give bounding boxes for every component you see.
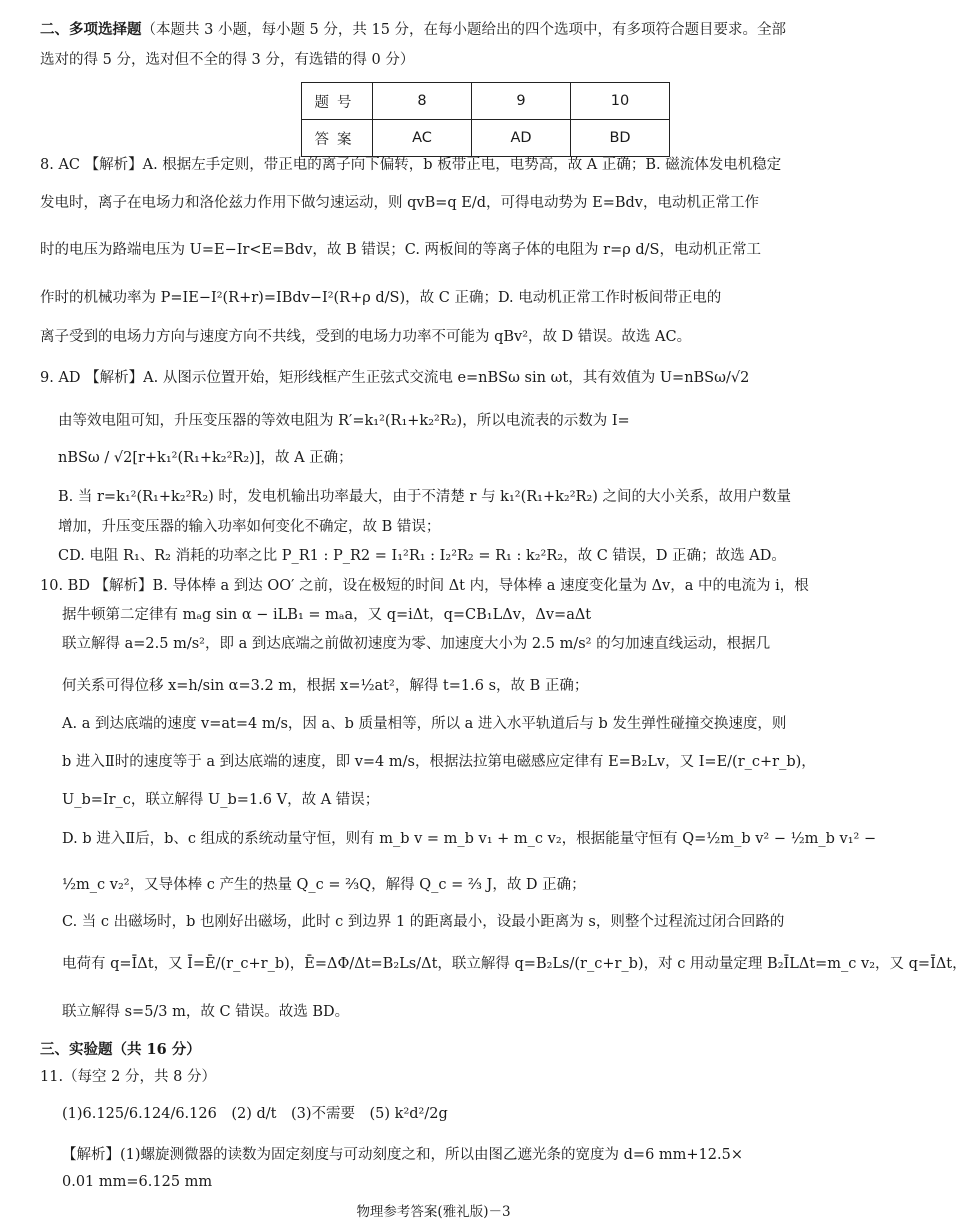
q10-line: ½m_c v₂²，又导体棒 c 产生的热量 Q_c = ⅔Q，解得 Q_c = ⅔ J，故 D 正确； — [62, 877, 586, 893]
q11-analysis-line: 【解析】(1)螺旋测微器的读数为固定刻度与可动刻度之和，所以由图乙遮光条的宽度为 d=6 mm+12.5× — [62, 1147, 743, 1163]
q11-answers: (1)6.125/6.124/6.126 (2) d/t (3)不需要 (5) k²d²/2g — [62, 1106, 448, 1122]
q8-line: 时的电压为路端电压为 U=E−Ir<E=Bdv，故 B 错误；C. 两板间的等离子体的电阻为 r=ρ d/S，电动机正常工 — [40, 242, 761, 258]
q11-header: 11.（每空 2 分，共 8 分） — [40, 1069, 216, 1085]
section2-title: 二、多项选择题 — [40, 21, 142, 38]
q8-line: 8. AC 【解析】A. 根据左手定则，带正电的离子向下偏转，b 板带正电，电势高，故 A 正确；B. 磁流体发电机稳定 — [40, 157, 782, 173]
q8-line: 作时的机械功率为 P=IE−I²(R+r)=IBdv−I²(R+ρ d/S)，故 C 正确；D. 电动机正常工作时板间带正电的 — [40, 290, 722, 306]
q10-line: A. a 到达底端的速度 v=at=4 m/s，因 a、b 质量相等，所以 a 进入水平轨道后与 b 发生弹性碰撞交换速度，则 — [62, 716, 787, 732]
answer-cell: AC — [373, 120, 472, 157]
q10-line: U_b=Ir_c，联立解得 U_b=1.6 V，故 A 错误； — [62, 792, 380, 808]
answer-cell: BD — [571, 120, 670, 157]
q9-line: 增加，升压变压器的输入功率如何变化不确定，故 B 错误； — [58, 519, 441, 535]
section2-intro-2: 选对的得 5 分，选对但不全的得 3 分，有选错的得 0 分） — [40, 52, 415, 68]
q10-line: 联立解得 s=5/3 m，故 C 错误。故选 BD。 — [62, 1004, 350, 1020]
answer-cell: AD — [472, 120, 571, 157]
q10-line: 何关系可得位移 x=h/sin α=3.2 m，根据 x=½at²，解得 t=1.6 s，故 B 正确； — [62, 678, 589, 694]
section3-title: 三、实验题（共 16 分） — [40, 1041, 201, 1058]
answer-table-row-numbers — [302, 83, 670, 120]
q10-line: 联立解得 a=2.5 m/s²，即 a 到达底端之前做初速度为零、加速度大小为 2.5 m/s² 的匀加速直线运动，根据几 — [62, 636, 771, 652]
q10-line: C. 当 c 出磁场时，b 也刚好出磁场，此时 c 到边界 1 的距离最小，设最小距离为 s，则整个过程流过闭合回路的 — [62, 914, 785, 930]
page-footer: 物理参考答案(雅礼版)－3 — [356, 1204, 511, 1220]
q10-line: 电荷有 q=ĪΔt，又 Ī=Ē/(r_c+r_b)，Ē=ΔΦ/Δt=B₂Ls/Δt，联立解得 q=B₂Ls/(r_c+r_b)，对 c 用动量定理 B₂ĪLΔt=m_c v₂，又 q=ĪΔt， — [62, 956, 967, 972]
q10-line: D. b 进入Ⅱ后，b、c 组成的系统动量守恒，则有 m_b v = m_b v₁ + m_c v₂，根据能量守恒有 Q=½m_b v² − ½m_b v₁² − — [62, 831, 877, 847]
q9-line: 由等效电阻可知，升压变压器的等效电阻为 R′=k₁²(R₁+k₂²R₂)，所以电流表的示数为 I= — [58, 413, 630, 429]
answer-table — [301, 82, 670, 157]
section2-heading — [40, 20, 830, 40]
q11-analysis-line: 0.01 mm=6.125 mm — [62, 1174, 213, 1190]
q9-line: nBSω / √2[r+k₁²(R₁+k₂²R₂)]，故 A 正确； — [58, 450, 353, 466]
header-label-cell: 题号 — [302, 83, 373, 120]
q10-line: 10. BD 【解析】B. 导体棒 a 到达 OO′ 之前，设在极短的时间 Δt 内，导体棒 a 速度变化量为 Δv，a 中的电流为 i，根 — [40, 578, 809, 594]
number-cell: 8 — [373, 83, 472, 120]
answer-label-cell: 答案 — [302, 120, 373, 157]
q10-line: b 进入Ⅱ时的速度等于 a 到达底端的速度，即 v=4 m/s，根据法拉第电磁感应定律有 E=B₂Lv，又 I=E/(r_c+r_b)， — [62, 754, 816, 770]
number-cell: 9 — [472, 83, 571, 120]
number-cell: 10 — [571, 83, 670, 120]
answer-table-row-answers — [302, 120, 670, 157]
q9-line: CD. 电阻 R₁、R₂ 消耗的功率之比 P_R1 : P_R2 = I₁²R₁ : I₂²R₂ = R₁ : k₂²R₂，故 C 错误，D 正确；故选 AD。 — [58, 548, 786, 564]
q8-line: 离子受到的电场力方向与速度方向不共线，受到的电场力功率不可能为 qBv²，故 D 错误。故选 AC。 — [40, 329, 692, 345]
q9-line: 9. AD 【解析】A. 从图示位置开始，矩形线框产生正弦式交流电 e=nBSω sin ωt，其有效值为 U=nBSω/√2 — [40, 370, 750, 386]
q10-line: 据牛顿第二定律有 mₐg sin α − iLB₁ = mₐa，又 q=iΔt，q=CB₁LΔv，Δv=aΔt — [62, 607, 592, 623]
q9-line: B. 当 r=k₁²(R₁+k₂²R₂) 时，发电机输出功率最大，由于不清楚 r 与 k₁²(R₁+k₂²R₂) 之间的大小关系，故用户数量 — [58, 489, 792, 505]
q8-line: 发电时，离子在电场力和洛伦兹力作用下做匀速运动，则 qvB=q E/d，可得电动势为 E=Bdv，电动机正常工作 — [40, 195, 759, 211]
section2-intro-1: （本题共 3 小题，每小题 5 分，共 15 分，在每小题给出的四个选项中，有多项符合题目要求。全部 — [141, 22, 787, 38]
